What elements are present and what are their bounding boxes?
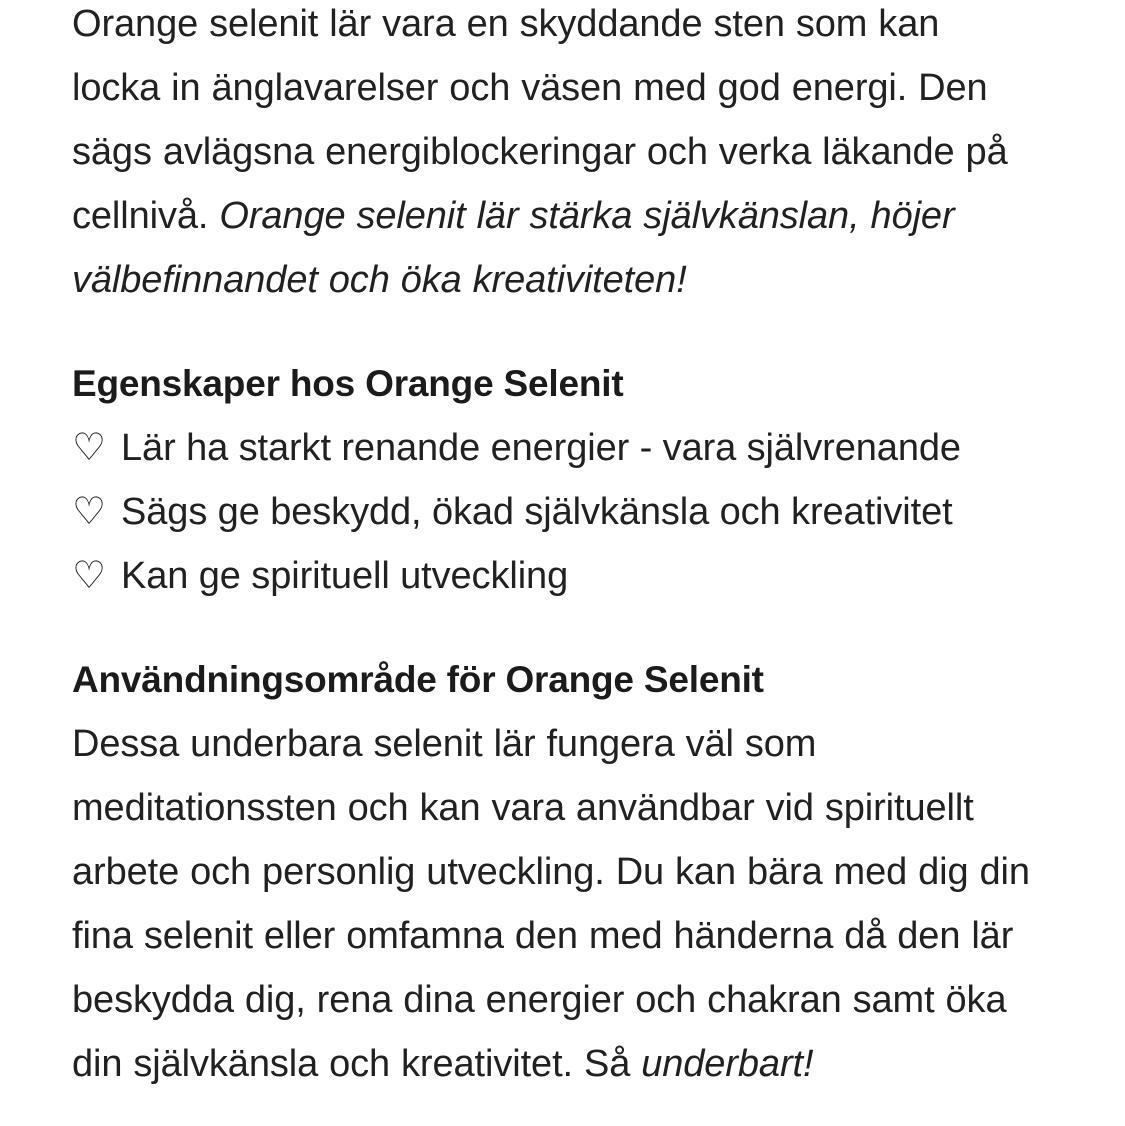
usage-paragraph-text: Dessa underbara selenit lär fungera väl som meditationssten och kan vara användbar vid spirituellt arbete och personlig utveckling. Du kan bära med dig din fina selenit eller omfamna den med händerna då den lär beskydda dig, rena dina energier och chakran samt öka din självkänsla och kreativitet. (72, 723, 1030, 1085)
spacer-after-intro (72, 312, 1035, 352)
intro-paragraph-normal-text: Orange selenit lär vara en skyddande sten som kan locka in änglavarelser och väsen med god energi. Den sägs avlägsna energiblockeringar och verka läkande på cellnivå. (72, 3, 1008, 237)
closing-line-normal-text: Så (583, 1043, 642, 1085)
intro-paragraph (72, 0, 1035, 312)
usage-section-heading: Användningsområde för Orange Selenit (72, 659, 764, 700)
list-item (72, 416, 1035, 480)
properties-bullet-list (72, 416, 1035, 608)
list-item-label: Kan ge spirituell utveckling (121, 555, 569, 597)
heart-outline-icon: ♡ (72, 427, 106, 469)
list-item (72, 544, 1035, 608)
heart-outline-icon: ♡ (72, 555, 106, 597)
spacer-after-properties (72, 608, 1035, 648)
closing-line-italic-text: underbart! (641, 1043, 814, 1085)
heart-outline-icon: ♡ (72, 491, 106, 533)
usage-paragraph (72, 712, 1035, 1096)
list-item-label: Sägs ge beskydd, ökad självkänsla och kreativitet (121, 491, 953, 533)
properties-section-heading: Egenskaper hos Orange Selenit (72, 363, 624, 404)
list-item (72, 480, 1035, 544)
list-item-label: Lär ha starkt renande energier - vara självrenande (121, 427, 961, 469)
intro-paragraph-italic-text: Orange selenit lär stärka självkänslan, höjer välbefinnandet och öka kreativiteten! (72, 195, 955, 301)
